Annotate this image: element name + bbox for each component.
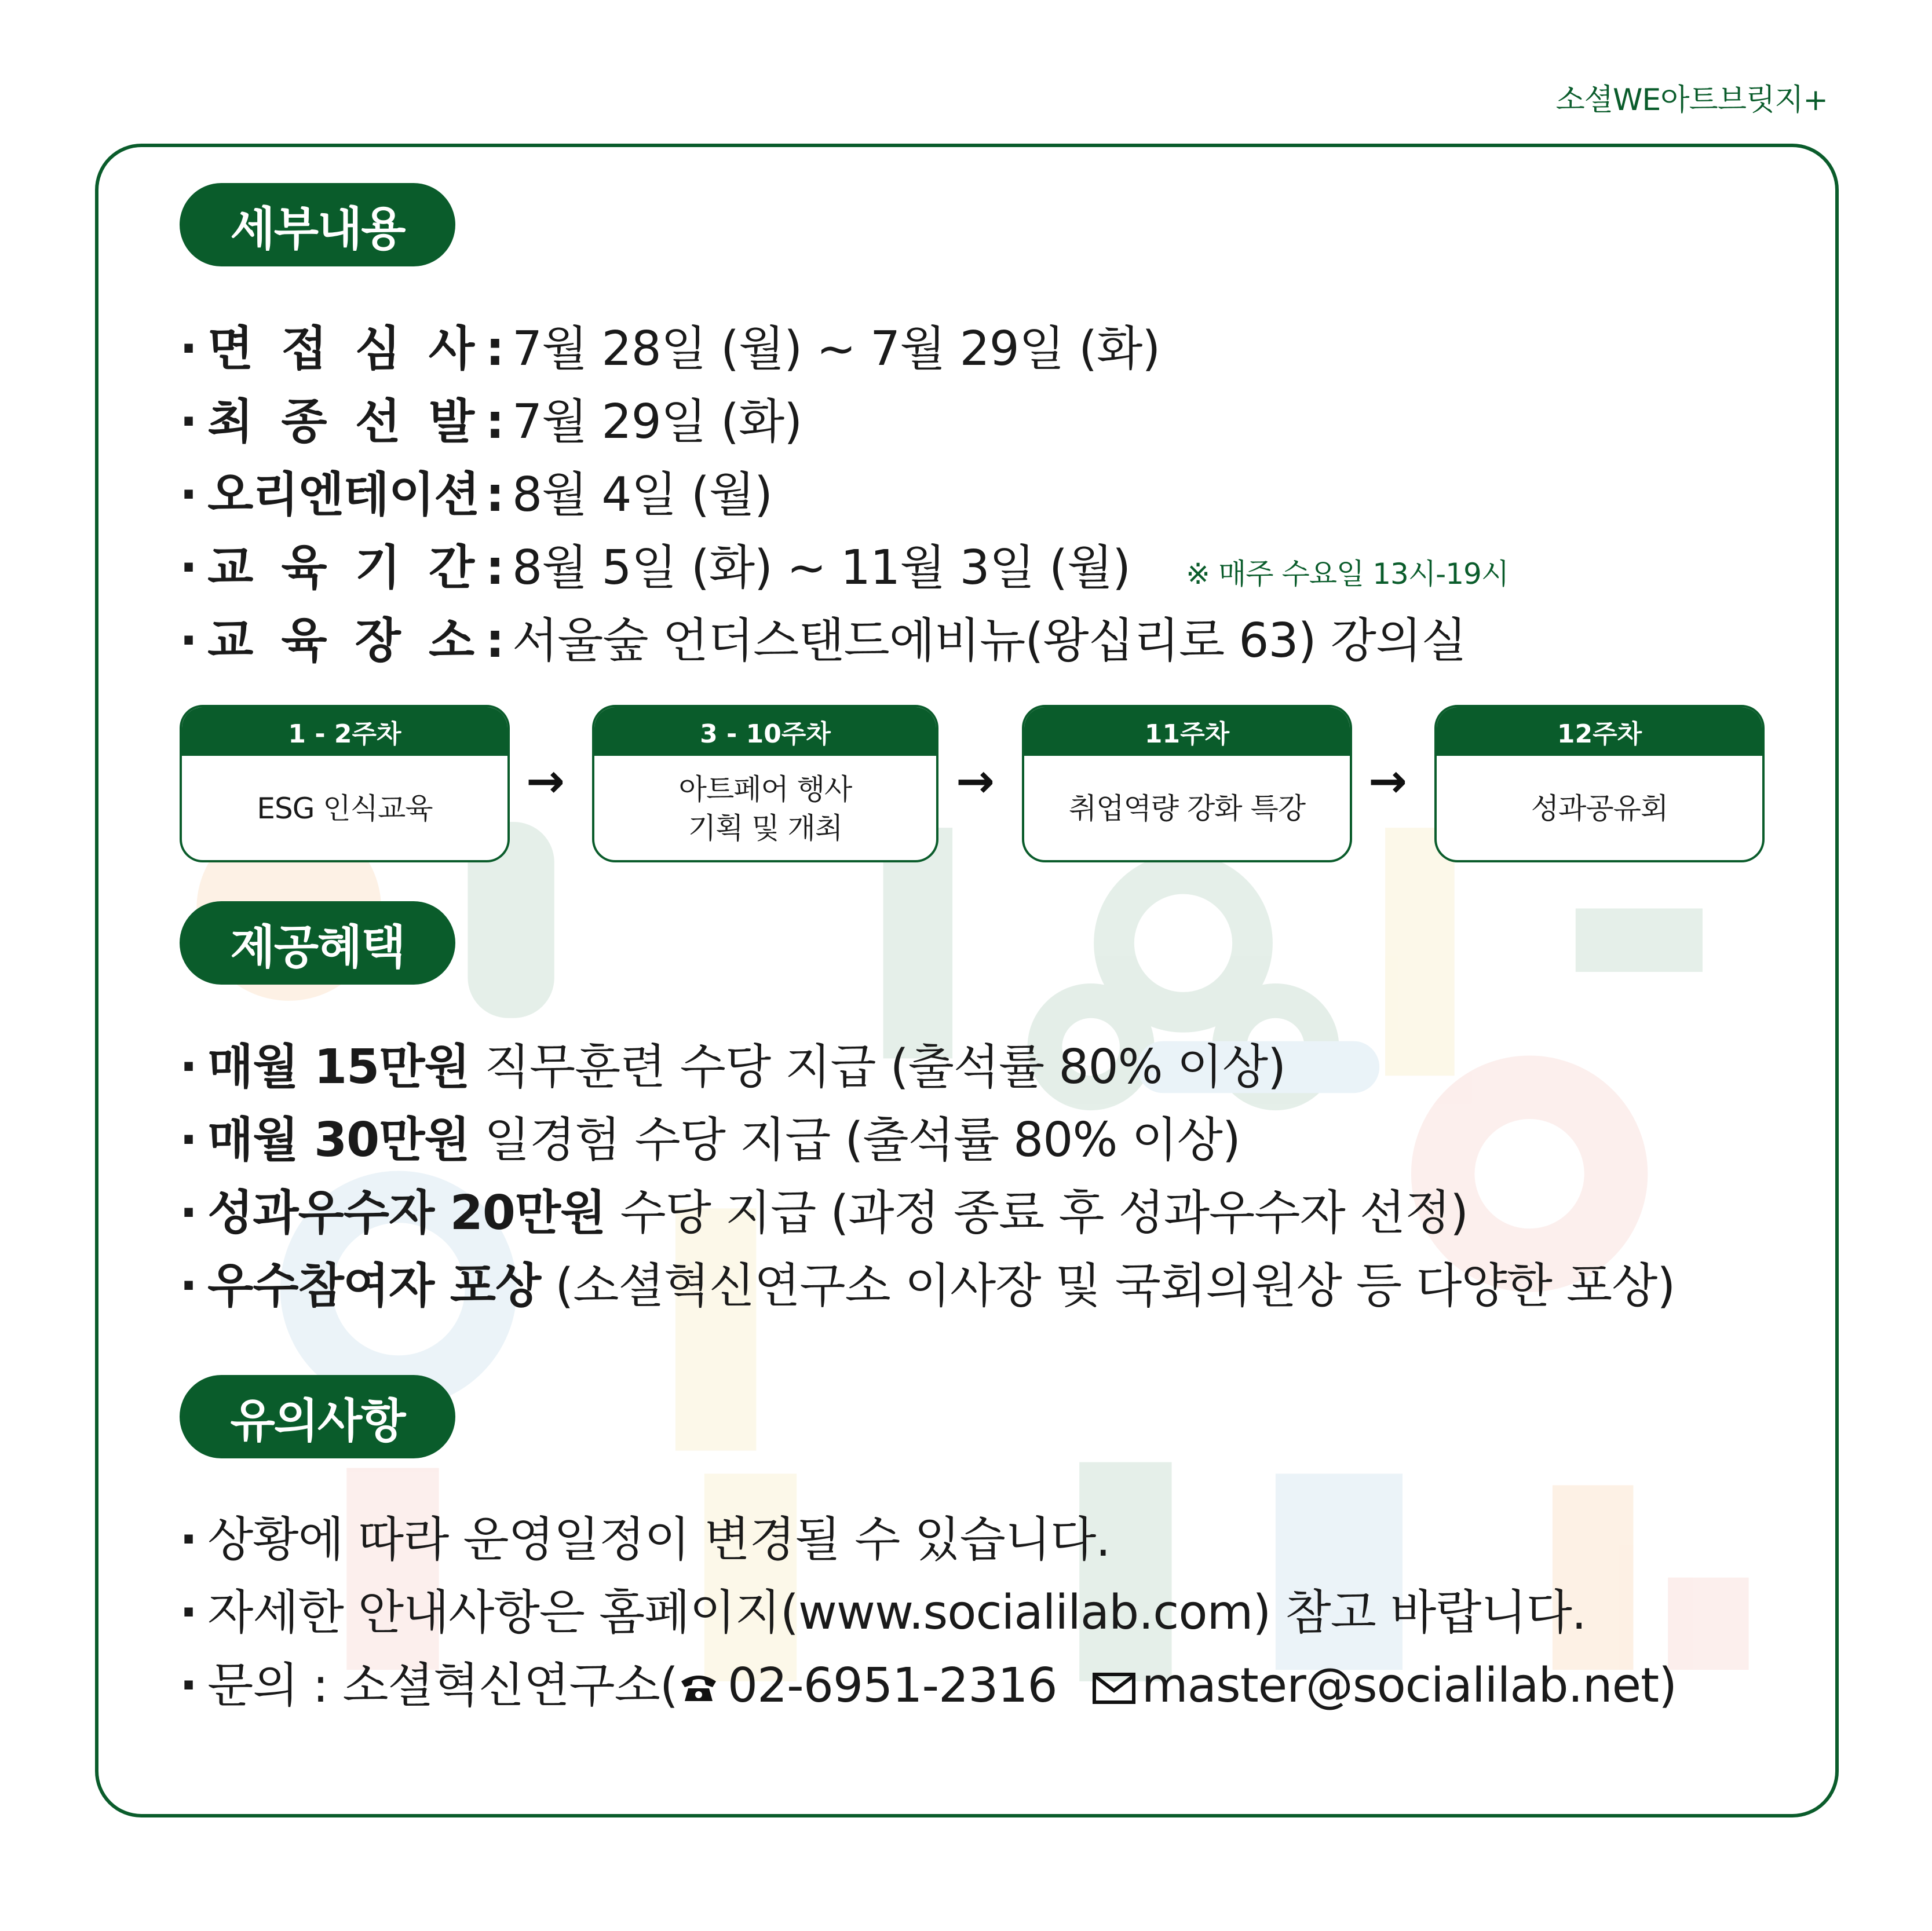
step-content: 성과공유회 [1531, 792, 1668, 826]
step-content: 아트페어 행사 기획 및 개최 [678, 772, 852, 845]
step-week: 3 - 10주차 [594, 707, 936, 756]
bullet: · [180, 1259, 198, 1314]
bullet: · [180, 467, 198, 522]
schedule-value: 8월 4일 (월) [512, 467, 773, 522]
schedule-label: 최 종 선 발 [207, 394, 474, 449]
schedule-row [180, 540, 1509, 595]
bullet: · [180, 1113, 198, 1168]
colon: : [485, 394, 504, 449]
benefit-highlight: 우수참여자 포상 [207, 1259, 541, 1314]
benefit-highlight: 성과우수자 20만원 [207, 1186, 606, 1241]
colon: : [485, 613, 504, 668]
bullet: · [180, 1585, 198, 1640]
info-card [95, 144, 1839, 1817]
section-title-details: 세부내용 [180, 183, 455, 266]
benefit-text: (소셜혁신연구소 이사장 및 국회의원상 등 다양한 포상) [540, 1259, 1675, 1314]
section-title-benefits: 제공혜택 [180, 901, 455, 985]
mail-icon [1092, 1665, 1136, 1713]
step-week: 1 - 2주차 [182, 707, 507, 756]
schedule-value: 7월 29일 (화) [512, 394, 802, 449]
benefit-highlight: 매월 15만원 [207, 1040, 470, 1095]
step-box [1022, 705, 1352, 862]
benefit-text: 일경험 수당 지급 (출석률 80% 이상) [469, 1113, 1240, 1168]
note-row [180, 1512, 1111, 1567]
step-box [180, 705, 510, 862]
schedule-label: 교 육 기 간 [207, 540, 474, 595]
benefit-text: 직무훈련 수당 지급 (출석률 80% 이상) [469, 1040, 1286, 1095]
schedule-row [180, 394, 802, 449]
bullet: · [180, 394, 198, 449]
schedule-value: 7월 28일 (월) ~ 7월 29일 (화) [512, 321, 1160, 376]
bullet: · [180, 1658, 198, 1713]
colon: : [485, 540, 504, 595]
step-week: 11주차 [1024, 707, 1350, 756]
step-box [1434, 705, 1765, 862]
contact-prefix: 문의 : 소셜혁신연구소( [207, 1658, 678, 1713]
schedule-note: ※ 매주 수요일 13시-19시 [1186, 557, 1509, 591]
arrow-icon: → [956, 754, 995, 808]
schedule-value: 8월 5일 (화) ~ 11월 3일 (월) [512, 540, 1131, 595]
step-content: ESG 인식교육 [257, 792, 433, 826]
note-text: 상황에 따라 운영일정이 변경될 수 있습니다. [207, 1512, 1111, 1567]
benefit-row [180, 1040, 1286, 1095]
schedule-value: 서울숲 언더스탠드에비뉴(왕십리로 63) 강의실 [512, 613, 1467, 668]
step-week: 12주차 [1437, 707, 1762, 756]
brand-label: 소셜WE아트브릿지+ [1555, 83, 1828, 118]
benefit-text: 수당 지급 (과정 종료 후 성과우수자 선정) [605, 1186, 1469, 1241]
benefit-row [180, 1113, 1240, 1168]
benefit-row [180, 1259, 1675, 1314]
note-text: 자세한 안내사항은 홈페이지(www.socialilab.com) 참고 바랍니다. [207, 1585, 1586, 1640]
schedule-label: 오리엔테이션 [207, 467, 480, 522]
phone-icon [678, 1665, 720, 1713]
bullet: · [180, 321, 198, 376]
section-title-notes: 유의사항 [180, 1375, 455, 1458]
note-row [180, 1585, 1586, 1640]
bullet: · [180, 613, 198, 668]
benefit-highlight: 매월 30만원 [207, 1113, 470, 1168]
schedule-label: 면 접 심 사 [207, 321, 474, 376]
schedule-row [180, 613, 1467, 668]
contact-row [180, 1658, 1677, 1713]
step-content: 취업역량 강화 특강 [1068, 792, 1306, 826]
step-box [592, 705, 938, 862]
bullet: · [180, 1040, 198, 1095]
contact-phone[interactable]: 02-6951-2316 [727, 1658, 1057, 1713]
bullet: · [180, 1186, 198, 1241]
arrow-icon: → [526, 754, 565, 808]
bullet: · [180, 540, 198, 595]
benefit-row [180, 1186, 1469, 1241]
schedule-row [180, 467, 773, 522]
schedule-label: 교 육 장 소 [207, 613, 474, 668]
arrow-icon: → [1368, 754, 1408, 808]
bullet: · [180, 1512, 198, 1567]
contact-email[interactable]: master@socialilab.net) [1141, 1658, 1677, 1713]
schedule-row [180, 321, 1160, 376]
colon: : [485, 467, 504, 522]
colon: : [485, 321, 504, 376]
